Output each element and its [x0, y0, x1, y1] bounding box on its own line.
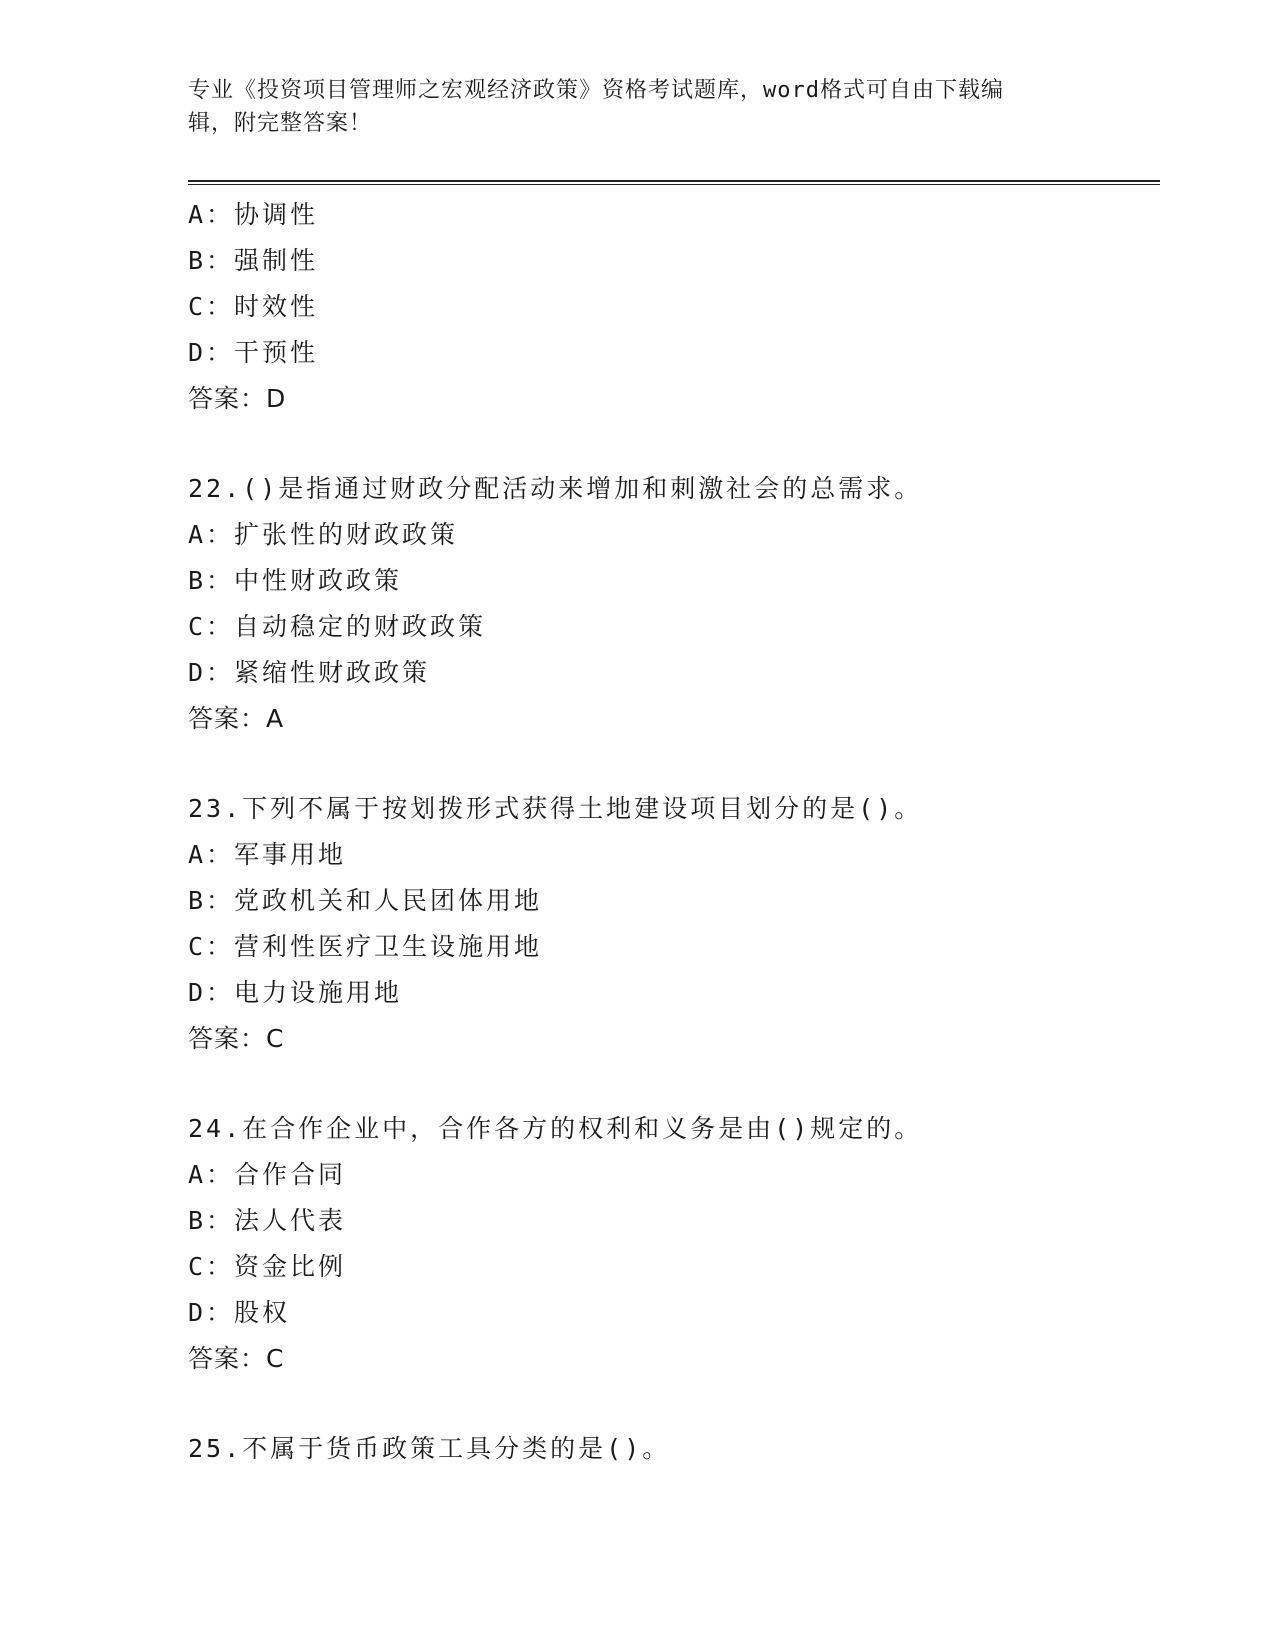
- option-c: C：自动稳定的财政政策: [188, 612, 487, 641]
- option-c: C：营利性医疗卫生设施用地: [188, 932, 543, 961]
- question-21: [188, 192, 1160, 422]
- option-d: D：紧缩性财政政策: [188, 658, 431, 687]
- option-a: A：协调性: [188, 200, 319, 229]
- option-d: D：干预性: [188, 338, 319, 367]
- header-divider: [188, 180, 1160, 185]
- question-stem: 22.()是指通过财政分配活动来增加和刺激社会的总需求。: [188, 474, 923, 503]
- option-b: B：法人代表: [188, 1206, 347, 1235]
- header-line-1: 专业《投资项目管理师之宏观经济政策》资格考试题库，word格式可自由下载编: [188, 78, 1004, 103]
- question-spacer: [188, 1062, 1160, 1106]
- question-spacer: [188, 1382, 1160, 1426]
- question-spacer: [188, 422, 1160, 466]
- option-a: A：军事用地: [188, 840, 347, 869]
- question-25: [188, 1426, 1160, 1472]
- option-b: B：中性财政政策: [188, 566, 403, 595]
- question-22: [188, 466, 1160, 742]
- question-23: [188, 786, 1160, 1062]
- option-c: C：时效性: [188, 292, 319, 321]
- document-header: [188, 74, 1068, 140]
- option-a: A：扩张性的财政政策: [188, 520, 459, 549]
- option-c: C：资金比例: [188, 1252, 347, 1281]
- option-d: D：电力设施用地: [188, 978, 403, 1007]
- question-stem: 25.不属于货币政策工具分类的是()。: [188, 1434, 671, 1463]
- answer-line: 答案：A: [188, 704, 285, 733]
- option-a: A：合作合同: [188, 1160, 347, 1189]
- question-spacer: [188, 742, 1160, 786]
- question-24: [188, 1106, 1160, 1382]
- option-b: B：强制性: [188, 246, 319, 275]
- option-b: B：党政机关和人民团体用地: [188, 886, 543, 915]
- answer-line: 答案：D: [188, 384, 287, 413]
- option-d: D：股权: [188, 1298, 291, 1327]
- question-list: [188, 192, 1160, 1472]
- answer-line: 答案：C: [188, 1024, 285, 1053]
- answer-line: 答案：C: [188, 1344, 285, 1373]
- question-stem: 23.下列不属于按划拨形式获得土地建设项目划分的是()。: [188, 794, 923, 823]
- header-line-2: 辑，附完整答案！: [188, 111, 373, 136]
- question-stem: 24.在合作企业中，合作各方的权利和义务是由()规定的。: [188, 1114, 923, 1143]
